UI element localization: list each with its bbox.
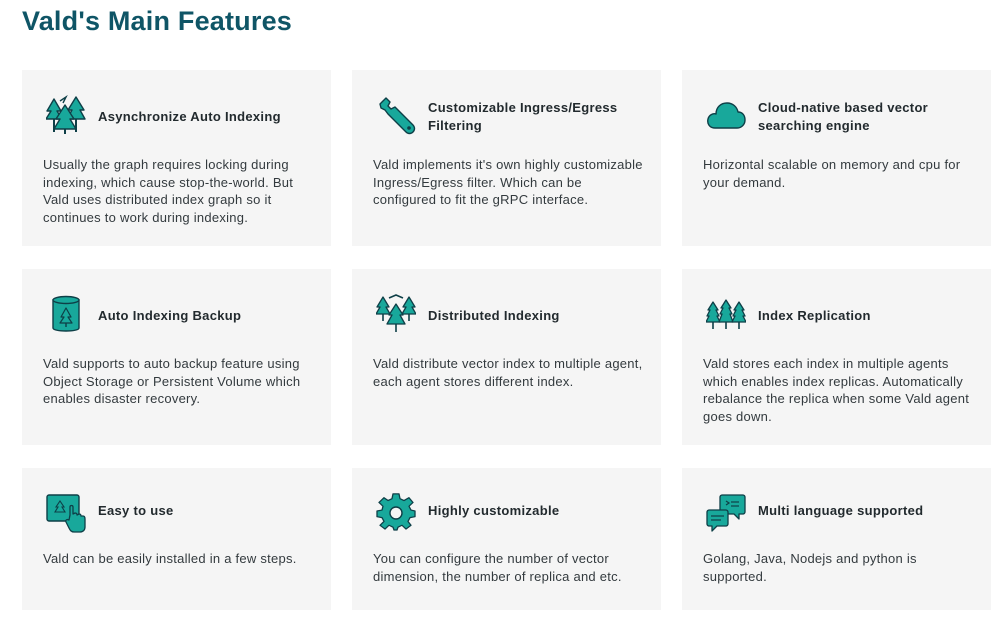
feature-description: Horizontal scalable on memory and cpu for your demand.	[703, 157, 961, 190]
feature-title: Distributed Indexing	[428, 308, 560, 323]
feature-card-easy-to-use	[22, 468, 331, 610]
features-grid	[22, 70, 991, 610]
feature-description: Vald supports to auto backup feature using Object Storage or Persistent Volume which enables disaster recovery.	[43, 356, 301, 406]
chat-bubbles-icon	[706, 493, 746, 533]
wrench-icon	[376, 95, 416, 135]
feature-description: Vald can be easily installed in a few steps.	[43, 551, 297, 566]
feature-description: Vald stores each index in multiple agents which enables index replicas. Automatically rebalance the replica when some Vald agent goes down.	[703, 356, 970, 424]
feature-card-index-replication	[682, 269, 991, 445]
feature-card-asynchronize-auto-indexing	[22, 70, 331, 246]
feature-title: Cloud-native based vector searching engine	[758, 100, 929, 133]
feature-title: Customizable Ingress/Egress Filtering	[428, 100, 618, 133]
feature-card-distributed-indexing	[352, 269, 661, 445]
page-title: Vald's Main Features	[22, 6, 293, 36]
feature-title: Multi language supported	[758, 503, 924, 518]
feature-description: Vald distribute vector index to multiple agent, each agent stores different index.	[373, 356, 643, 389]
feature-card-ingress-egress-filtering	[352, 70, 661, 246]
feature-title: Auto Indexing Backup	[98, 308, 242, 323]
feature-card-multi-language	[682, 468, 991, 610]
three-trees-icon	[706, 294, 746, 334]
feature-title: Highly customizable	[428, 503, 560, 518]
feature-card-auto-indexing-backup	[22, 269, 331, 445]
gear-icon	[376, 493, 416, 533]
hand-touch-screen-icon	[46, 493, 86, 533]
feature-description: You can configure the number of vector dimension, the number of replica and etc.	[373, 551, 622, 584]
feature-card-highly-customizable	[352, 468, 661, 610]
feature-title: Index Replication	[758, 308, 871, 323]
feature-title: Easy to use	[98, 503, 174, 518]
feature-description: Vald implements it's own highly customizable Ingress/Egress filter. Which can be configured to fit the gRPC interface.	[373, 157, 643, 207]
database-tree-icon	[46, 294, 86, 334]
feature-title: Asynchronize Auto Indexing	[98, 109, 281, 124]
cloud-icon	[706, 95, 746, 135]
feature-description: Usually the graph requires locking during indexing, which cause stop-the-world. But Vald uses distributed index graph so it continues to work during indexing.	[43, 157, 294, 225]
forest-arrows-icon	[46, 95, 86, 135]
feature-description: Golang, Java, Nodejs and python is supported.	[703, 551, 917, 584]
distributed-trees-icon	[376, 294, 416, 334]
feature-card-cloud-native	[682, 70, 991, 246]
